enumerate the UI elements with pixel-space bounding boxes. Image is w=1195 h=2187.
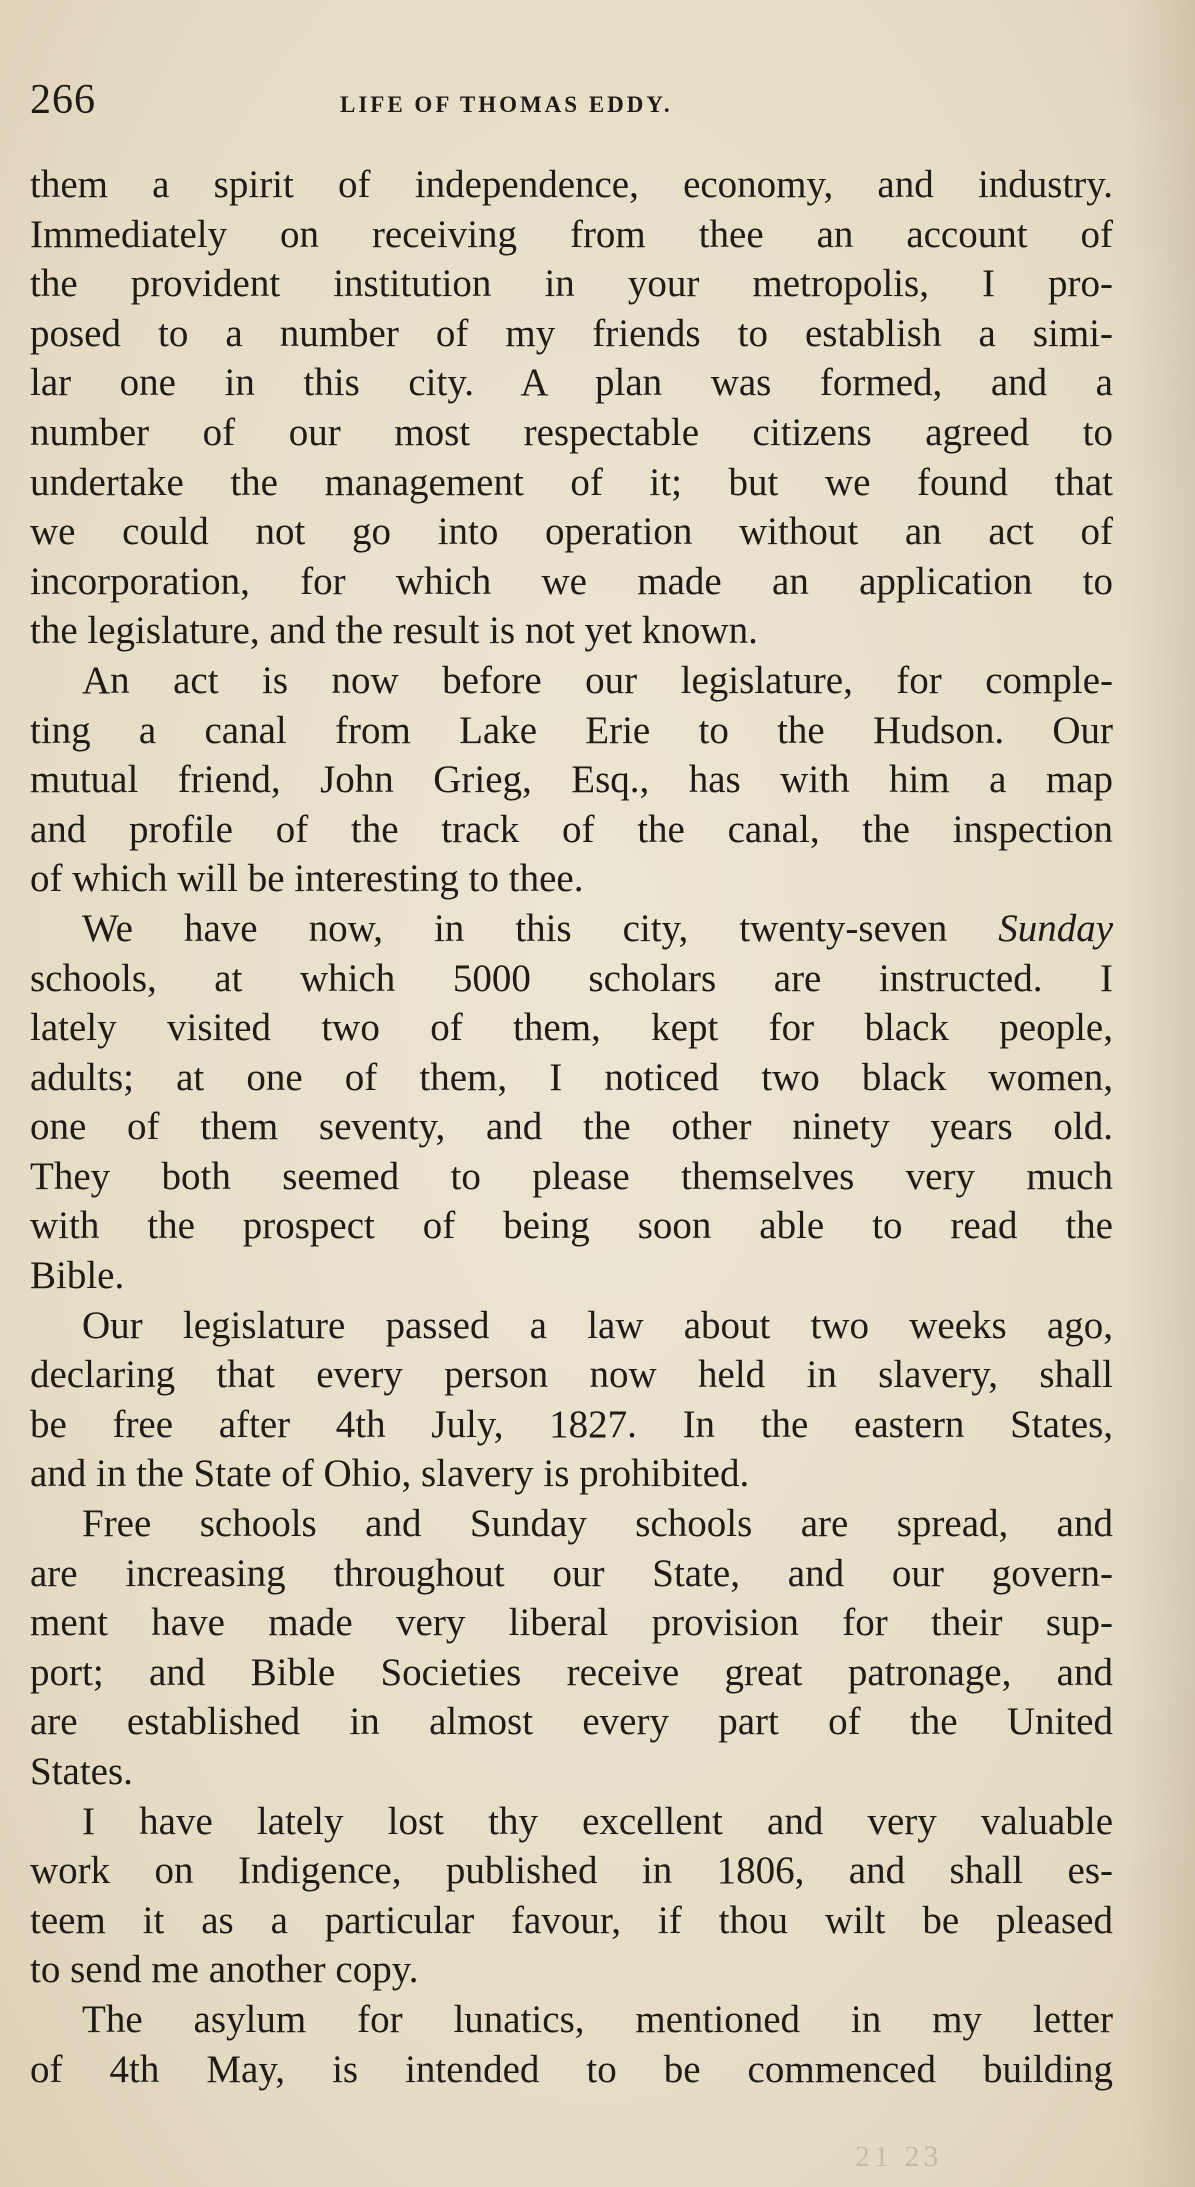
text-line: declaring that every person now held in slavery, shall <box>30 1353 1113 1397</box>
text-line: The asylum for lunatics, mentioned in my letter <box>82 1997 1113 2041</box>
text-line: are increasing throughout our State, and our govern- <box>30 1551 1113 1595</box>
text-line: They both seemed to please themselves very much <box>30 1154 1113 1198</box>
text-line: incorporation, for which we made an application to <box>30 559 1113 603</box>
paragraph <box>30 1301 1113 1499</box>
text-line: Our legislature passed a law about two weeks ago, <box>82 1303 1113 1347</box>
italic-word: Sunday <box>998 906 1114 950</box>
text-line: the legislature, and the result is not yet known. <box>30 609 758 653</box>
text-line: An act is now before our legislature, for comple- <box>82 658 1113 702</box>
page-header <box>30 76 1115 136</box>
text-line: States. <box>30 1750 133 1793</box>
text-line: Bible. <box>30 1254 125 1298</box>
page-edge-shadow <box>1125 0 1195 2187</box>
text-segment: We have now, in this city, twenty-seven <box>82 906 948 950</box>
text-line: the provident institution in your metropolis, I pro- <box>30 262 1113 306</box>
text-line: schools, at which 5000 scholars are instructed. I <box>30 956 1113 1000</box>
text-line: we could not go into operation without an act of <box>30 510 1113 554</box>
text-line: Immediately on receiving from thee an account of <box>30 212 1113 256</box>
paragraph <box>30 904 1113 1301</box>
text-line: port; and Bible Societies receive great patronage, and <box>30 1650 1113 1694</box>
text-line: mutual friend, John Grieg, Esq., has with him a map <box>30 758 1113 802</box>
text-line: ment have made very liberal provision for their sup- <box>30 1601 1113 1645</box>
text-line: of which will be interesting to thee. <box>30 857 584 901</box>
text-line: teem it as a particular favour, if thou wilt be pleased <box>30 1898 1113 1942</box>
text-line: ting a canal from Lake Erie to the Hudson. Our <box>30 708 1113 752</box>
text-line: undertake the management of it; but we found that <box>30 460 1113 504</box>
text-line: adults; at one of them, I noticed two black women, <box>30 1055 1113 1099</box>
paragraph <box>30 1797 1113 1995</box>
text-line: with the prospect of being soon able to read the <box>30 1204 1113 1248</box>
text-line: lar one in this city. A plan was formed, and a <box>30 361 1113 405</box>
text-line: work on Indigence, published in 1806, and shall es- <box>30 1849 1113 1893</box>
text-line: posed to a number of my friends to establish a simi- <box>30 311 1113 355</box>
text-line: are established in almost every part of the United <box>30 1700 1113 1744</box>
page-number: 266 <box>30 77 96 123</box>
signature-mark: 21 23 <box>855 2140 943 2173</box>
text-line: and profile of the track of the canal, the inspection <box>30 807 1113 851</box>
running-head: LIFE OF THOMAS EDDY. <box>340 92 673 117</box>
text-line: number of our most respectable citizens agreed to <box>30 410 1113 454</box>
paragraph <box>30 160 1113 656</box>
text-line: lately visited two of them, kept for black people, <box>30 1006 1113 1050</box>
text-line <box>30 904 1113 954</box>
body-text <box>30 160 1113 2094</box>
text-line: of 4th May, is intended to be commenced building <box>30 2047 1113 2091</box>
paragraph <box>30 1499 1113 1797</box>
text-line: Free schools and Sunday schools are spread, and <box>82 1502 1113 1546</box>
text-line: I have lately lost thy excellent and very valuable <box>82 1799 1113 1843</box>
paragraph <box>30 656 1113 904</box>
text-line: one of them seventy, and the other ninety years old. <box>30 1105 1113 1149</box>
text-line: them a spirit of independence, economy, and industry. <box>30 163 1113 206</box>
text-line: be free after 4th July, 1827. In the eastern States, <box>30 1402 1113 1446</box>
text-line: and in the State of Ohio, slavery is prohibited. <box>30 1452 750 1496</box>
text-line: to send me another copy. <box>30 1948 419 1992</box>
paragraph <box>30 1995 1113 2094</box>
